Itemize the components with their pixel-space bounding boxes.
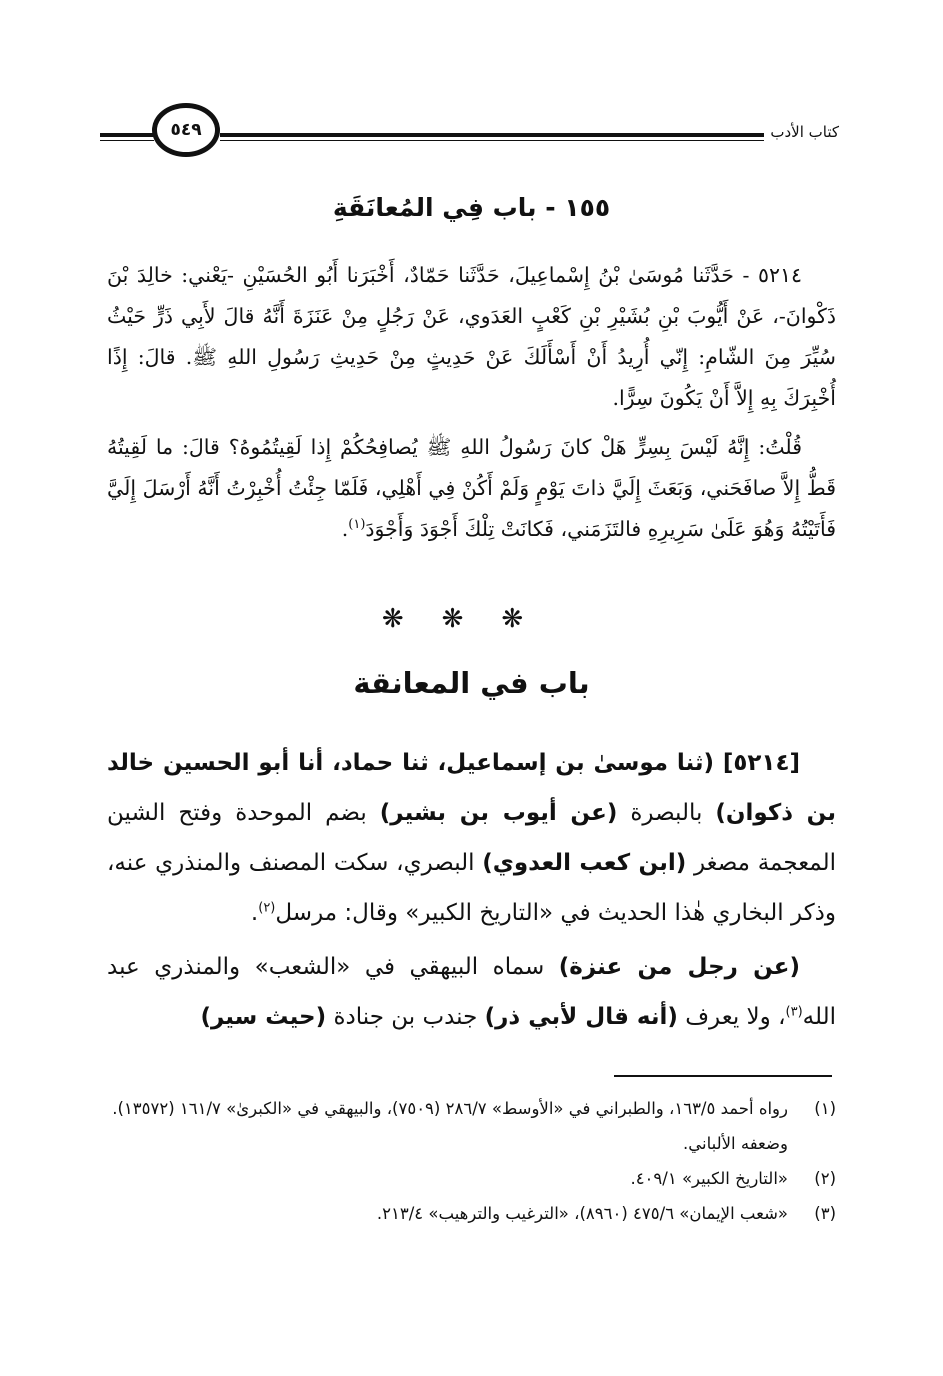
footnote-reference: (٣) [785,1004,803,1020]
hadith-paragraph [107,427,836,550]
footnote-number: (٣) [814,1204,836,1223]
hadith-text [107,255,836,550]
commentary-segment: جندب بن جنادة [326,1004,485,1030]
footnote [107,1091,836,1126]
section-separator: ❋❋❋ [381,604,562,634]
header-rule-left-thin [100,140,154,141]
commentary-paragraph [107,942,836,1042]
footnote [107,1161,836,1196]
footnote-separator-rule [614,1075,832,1077]
commentary-segment: بالبصرة [617,800,716,826]
header-rule-right-thick [220,133,845,137]
footnote-text: رواه أحمد ١٦٣/٥، والطبراني في «الأوسط» ٢٨٦/٧ (٧٥٠٩)، والبيهقي في «الكبرىٰ» ١٦١/٧ (١٣٥٧٢). [112,1099,788,1118]
bold-quote-segment: (عن رجل من عنزة) [558,954,800,980]
hadith-paragraph: ٥٢١٤ - حَدَّثَنا مُوسَىٰ بْنُ إِسْماعِيلَ، حَدَّثَنا حَمّادٌ، أَخْبَرَنا أَبُو الحُسَيْنِ -يَعْني: خالِدَ بْنَ ذَكْوانَ-، عَنْ أَيُّوبَ بْنِ بُشَيْرِ بْنِ كَعْبٍ العَدَوي، عَنْ رَجُلٍ مِنْ عَنَزَةَ أَنَّهُ قالَ لأَبِي ذَرٍّ حَيْثُ سُيِّرَ مِنَ الشّامِ: إِنّي أُرِيدُ أَنْ أَسْأَلَكَ عَنْ حَدِيثٍ مِنْ حَدِيثِ رَسُولِ اللهِ ﷺ. قالَ: إِذًا أُخْبِرَكَ بِهِ إِلاَّ أَنْ يَكُونَ سِرًّا. [107,263,836,410]
commentary-text [107,738,836,1042]
footnote-number: (١) [814,1099,836,1118]
bold-quote-segment: (ابن كعب العدوي) [482,850,687,876]
footnote [107,1196,836,1231]
hadith-paragraph-text: قُلْتُ: إِنَّهُ لَيْسَ بِسِرٍّ هَلْ كانَ رَسُولُ اللهِ ﷺ يُصافِحُكُمْ إِذا لَقِيتُمُوهُ؟ قالَ: ما لَقِيتُهُ قَطُّ إِلاَّ صافَحَني، وَبَعَثَ إِلَيَّ ذاتَ يَوْمٍ وَلَمْ أَكُنْ فِي أَهْلِي، فَلَمّا جِئْتُ أُخْبِرْتُ أَنَّهُ أَرْسَلَ إِلَيَّ فَأَتَيْتُهُ وَهُوَ عَلَىٰ سَرِيرِهِ فالتَزَمَني، فَكانَتْ تِلْكَ أَجْوَدَ وَأَجْوَدَ [107,435,836,541]
sentence-end: . [341,517,349,541]
footnote-reference: (٢) [258,900,276,916]
commentary-segment: سماه البيهقي في «الشعب» والمنذري عبد الله [107,954,836,1030]
footnote-reference: (١) [348,517,366,533]
commentary-heading: باب في المعانقة [353,666,590,700]
footnote-number: (٢) [814,1169,836,1188]
commentary-segment: بضم الموحدة وفتح الشين المعجمة مصغر [107,800,836,876]
bold-quote-segment: [٥٢١٤] (ثنا موسىٰ بن إسماعيل، ثنا حماد، أنا أبو الحسين خالد بن ذكوان) [107,750,837,826]
page-number: ٥٤٩ [170,120,202,140]
hadith-chapter-heading: ١٥٥ - باب فِي المُعانَقَةِ [332,193,611,222]
header-rule-left-thick [100,133,154,137]
footnote-text: «التاريخ الكبير» ٤٠٩/١. [630,1169,788,1188]
sentence-end: . [250,900,259,926]
footnote-continuation: وضعفه الألباني. [683,1134,788,1153]
footnote-text: «شعب الإيمان» ٤٧٥/٦ (٨٩٦٠)، «الترغيب والترهيب» ٢١٣/٤. [376,1204,788,1223]
commentary-segment: ، ولا يعرف [677,1004,786,1030]
footnotes [107,1091,836,1231]
page-number-oval [152,103,220,157]
book-title: كتاب الأدب [764,123,845,141]
running-header [0,95,943,175]
bold-quote-segment: (حيث سير) [200,1004,327,1030]
commentary-segment: البصري، سكت المصنف والمنذري عنه، وذكر البخاري هٰذا الحديث في «التاريخ الكبير» وقال: مرسل [107,850,836,926]
bold-quote-segment: (أنه قال لأبي ذر) [484,1004,678,1030]
commentary-paragraph [107,738,836,938]
header-rule-right-thin [220,140,845,141]
bold-quote-segment: (عن أيوب بن بشير) [379,800,618,826]
